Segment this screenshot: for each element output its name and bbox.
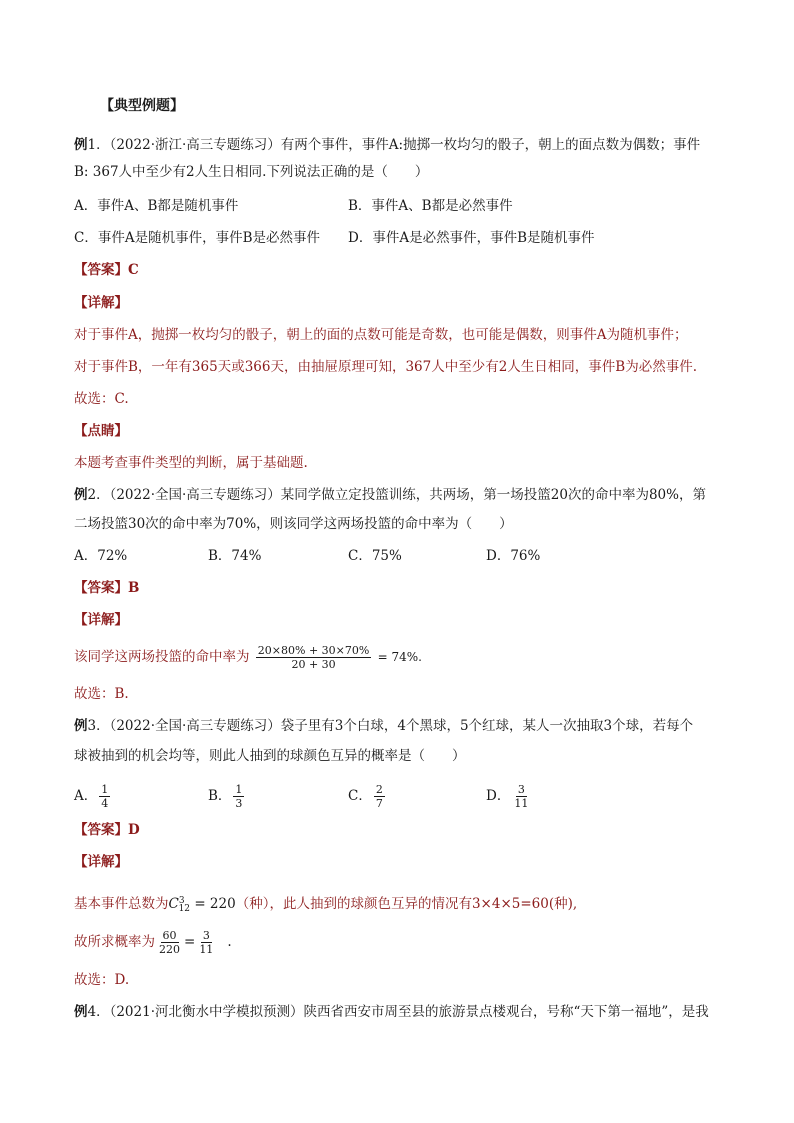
- ex2-solution-prefix: 该同学这两场投篮的命中率为: [74, 649, 250, 665]
- ex3-combination-c: C: [168, 896, 179, 912]
- ex1-answer: 【答案】C: [74, 262, 139, 278]
- ex3-combination-sub: 12: [178, 904, 191, 914]
- ex2-option-d: D．76%: [486, 548, 541, 564]
- ex2-solution-line1: [74, 642, 422, 672]
- ex3-option-c-den: 7: [375, 797, 383, 810]
- ex3-solution2-fraction2: [197, 929, 215, 956]
- ex3-solution2-eq: =: [184, 934, 196, 950]
- ex4-line1-text: 4．（2021·河北衡水中学模拟预测）陕西省西安市周至县的旅游景点楼观台，号称“天下第一福地”，是我: [87, 1004, 709, 1020]
- ex1-label: 例: [74, 137, 88, 153]
- ex3-stem-line1: [74, 716, 693, 736]
- ex3-option-a-den: 4: [101, 797, 109, 810]
- ex3-solution2-prefix: 故所求概率为: [74, 934, 155, 950]
- ex3-solution2-fraction1: [157, 929, 182, 956]
- ex3-option-c-num: 2: [375, 783, 383, 796]
- ex2-option-b: B．74%: [208, 548, 262, 564]
- ex3-fraction2-den: 11: [199, 943, 214, 956]
- ex3-fraction1-num: 60: [162, 929, 177, 942]
- ex1-detail-heading: 【详解】: [74, 295, 128, 311]
- ex3-fraction2-num: 3: [202, 929, 210, 942]
- ex3-option-d-num: 3: [517, 783, 525, 796]
- ex3-solution1-end: 3×4×5=60(种),: [471, 896, 578, 912]
- ex1-stem-line1: [74, 135, 700, 155]
- ex3-option-a-fraction: [99, 783, 110, 810]
- ex3-option-d-label: D．: [486, 788, 511, 804]
- ex3-solution-line3: 故选：D.: [74, 972, 130, 988]
- ex3-option-a-label: A．: [74, 788, 98, 804]
- ex3-option-c-label: C．: [348, 788, 372, 804]
- ex3-solution1-prefix: 基本事件总数为: [74, 896, 169, 912]
- ex3-option-a: [74, 780, 112, 812]
- ex1-option-b: B．事件A、B都是必然事件: [348, 198, 513, 214]
- ex2-line1-text: 2．（2022·全国·高三专题练习）某同学做立定投篮训练，共两场，第一场投篮20次的命中率为80%，第: [87, 487, 706, 503]
- ex3-option-c: [348, 780, 387, 812]
- ex3-option-b: [208, 780, 246, 812]
- ex3-option-d: [486, 780, 532, 812]
- ex3-option-d-den: 11: [514, 797, 529, 810]
- ex1-comment-heading: 【点睛】: [74, 423, 128, 439]
- ex2-solution-end: 故选：B.: [74, 686, 129, 702]
- ex1-stem-line2: B: 367人中至少有2人生日相同.下列说法正确的是（ ）: [74, 164, 429, 180]
- ex3-solution2-end: .: [227, 934, 232, 950]
- ex1-option-d: D．事件A是必然事件，事件B是随机事件: [348, 230, 595, 246]
- ex3-answer: 【答案】D: [74, 822, 140, 838]
- ex3-option-b-fraction: [233, 783, 244, 810]
- ex3-option-a-num: 1: [101, 783, 109, 796]
- ex3-solution-line2: [74, 926, 232, 958]
- ex3-option-d-fraction: [512, 783, 530, 810]
- ex2-fraction-numerator: 20×80% + 30×70%: [257, 644, 370, 657]
- ex1-comment-text: 本题考查事件类型的判断，属于基础题.: [74, 455, 308, 471]
- ex3-combination-sup: 3: [178, 896, 185, 906]
- ex1-solution-line1: 对于事件A，抛掷一枚均匀的骰子，朝上的面的点数可能是奇数，也可能是偶数，则事件A为随机事件；: [74, 327, 688, 343]
- ex3-combination: [169, 896, 236, 912]
- ex1-solution-line2: 对于事件B，一年有365天或366天，由抽屉原理可知，367人中至少有2人生日相同，事件B为必然事件.: [74, 359, 698, 375]
- ex3-stem-line2: 球被抽到的机会均等，则此人抽到的球颜色互异的概率是（ ）: [74, 748, 466, 764]
- ex3-fraction1-den: 220: [159, 943, 180, 956]
- ex4-stem-line1: [74, 1002, 709, 1022]
- ex2-solution-fraction: [256, 644, 372, 671]
- ex3-line1-text: 3．（2022·全国·高三专题练习）袋子里有3个白球，4个黑球，5个红球，某人一次抽取3个球，若每个: [87, 718, 694, 734]
- ex2-stem-line2: 二场投篮30次的命中率为70%，则该同学这两场投篮的命中率为（ ）: [74, 516, 513, 532]
- ex4-label: 例: [74, 1004, 88, 1020]
- ex2-label: 例: [74, 487, 88, 503]
- ex3-solution1-mid: （种），此人抽到的球颜色互异的情况有: [235, 896, 472, 912]
- ex3-combination-eq: = 220: [190, 896, 236, 912]
- ex3-detail-heading: 【详解】: [74, 854, 128, 870]
- ex3-solution-line1: [74, 888, 577, 922]
- ex3-option-b-label: B．: [208, 788, 232, 804]
- ex2-option-a: A．72%: [74, 548, 128, 564]
- ex1-option-c: C．事件A是随机事件，事件B是必然事件: [74, 230, 320, 246]
- ex1-solution-line3: 故选：C.: [74, 391, 129, 407]
- ex3-option-b-num: 1: [235, 783, 243, 796]
- ex2-option-c: C．75%: [348, 548, 402, 564]
- ex3-option-c-fraction: [374, 783, 385, 810]
- ex2-fraction-denominator: 20 + 30: [291, 658, 336, 671]
- ex2-answer: 【答案】B: [74, 580, 140, 596]
- section-title: 【典型例题】: [100, 98, 184, 114]
- ex2-solution-suffix: = 74%.: [377, 650, 422, 664]
- ex2-detail-heading: 【详解】: [74, 612, 128, 628]
- ex3-option-b-den: 3: [235, 797, 243, 810]
- ex1-line1-text: 1．（2022·浙江·高三专题练习）有两个事件，事件A:抛掷一枚均匀的骰子，朝上的面点数为偶数；事件: [87, 137, 701, 153]
- ex1-option-a: A．事件A、B都是随机事件: [74, 198, 239, 214]
- ex3-label: 例: [74, 718, 88, 734]
- ex2-stem-line1: [74, 485, 706, 505]
